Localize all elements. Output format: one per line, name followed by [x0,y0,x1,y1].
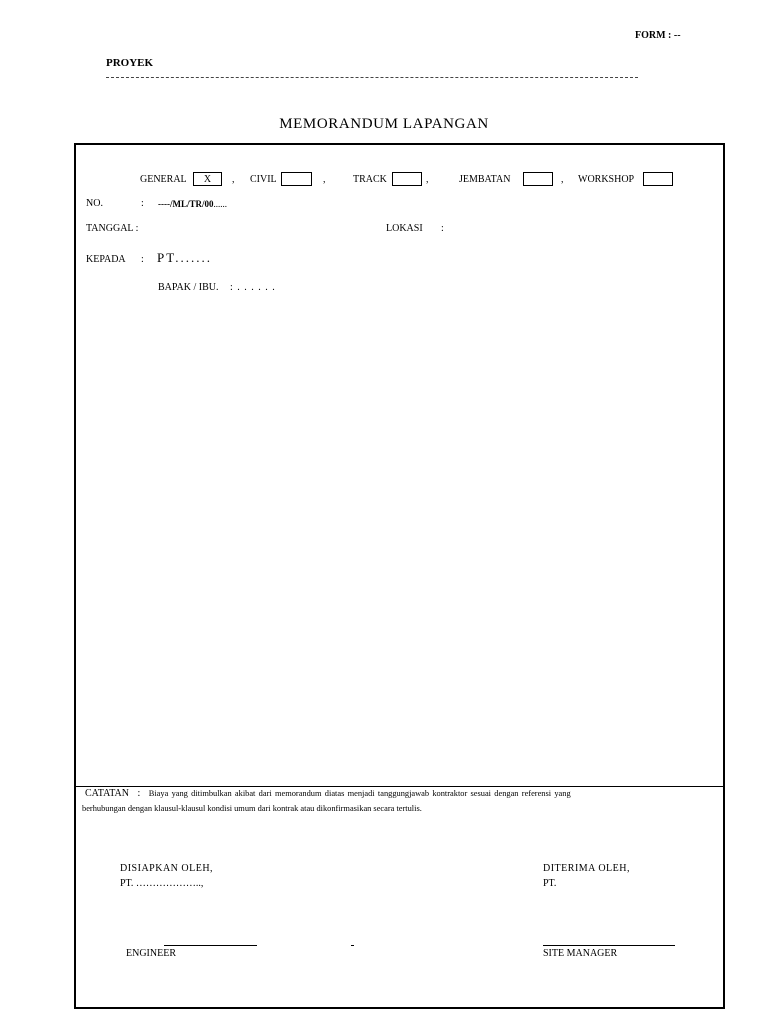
civil-label: CIVIL [250,174,277,185]
civil-checkbox[interactable] [281,172,312,186]
separator-comma: , [561,174,564,185]
proyek-dashed-line [106,77,638,78]
received-by-label: DITERIMA OLEH, [543,863,630,874]
catatan-line-1 [85,788,571,799]
workshop-label: WORKSHOP [578,174,635,185]
bapak-ibu-label: BAPAK / IBU. [158,282,219,293]
no-value-code: ----/ML/TR/00 [158,199,214,209]
kepada-label: KEPADA [86,254,126,265]
separator-comma: , [323,174,326,185]
site-manager-label: SITE MANAGER [543,948,618,959]
signature-mark [351,945,354,946]
lokasi-colon: : [441,223,444,234]
prepared-by-label: DISIAPKAN OLEH, [120,863,214,874]
received-by-pt: PT. [543,878,557,889]
no-value-suffix: ...... [213,199,227,209]
no-colon: : [141,198,144,209]
lokasi-label: LOKASI [386,223,423,234]
engineer-label: ENGINEER [126,948,176,959]
separator-comma: , [232,174,235,185]
catatan-text-1: Biaya yang ditimbulkan akibat dari memorandum diatas menjadi tanggungjawab kontraktor sesuai dengan referensi yang [148,789,571,798]
form-number: FORM : -- [635,30,681,41]
prepared-by-pt: PT. ……………….., [120,878,204,889]
catatan-label: CATATAN [85,788,129,799]
separator-comma: , [426,174,429,185]
proyek-label: PROYEK [106,57,154,69]
kepada-colon: : [141,254,144,265]
site-manager-signature-line [543,945,675,946]
catatan-divider [75,786,724,787]
workshop-checkbox[interactable] [643,172,673,186]
jembatan-checkbox[interactable] [523,172,553,186]
no-label: NO. [86,198,103,209]
track-checkbox[interactable] [392,172,422,186]
no-value [158,199,227,209]
catatan-colon: : [137,788,141,799]
tanggal-label: TANGGAL : [86,223,139,234]
document-title: MEMORANDUM LAPANGAN [279,116,489,132]
bapak-ibu-value: : . . . . . . [230,282,276,293]
general-label: GENERAL [140,174,187,185]
kepada-value: PT....... [157,250,212,265]
track-label: TRACK [353,174,387,185]
general-checkbox[interactable]: X [193,172,222,186]
jembatan-label: JEMBATAN [459,174,511,185]
catatan-text-2: berhubungan dengan klausul-klausul kondisi umum dari kontrak atau dikonfirmasikan secara tertulis. [82,804,422,813]
engineer-signature-line [164,945,257,946]
